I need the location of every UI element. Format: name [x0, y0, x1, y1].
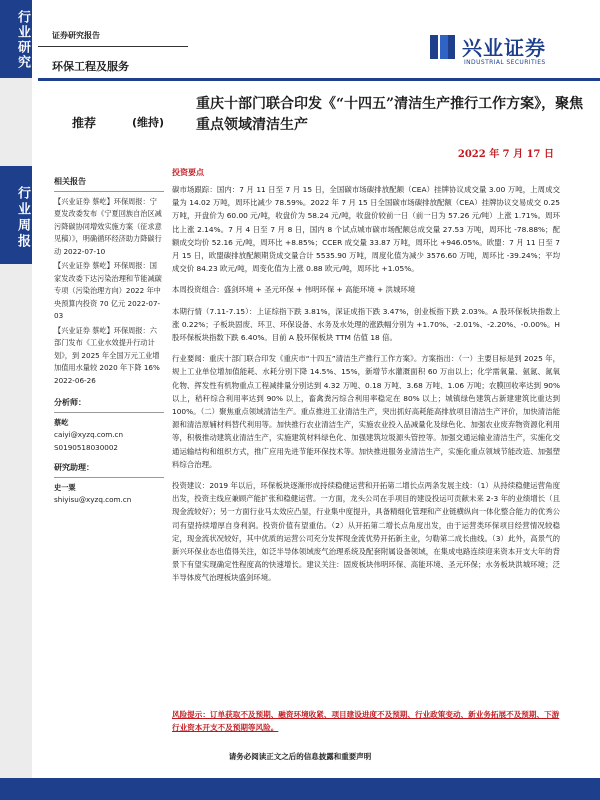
- news-paragraph: 行业要闻：重庆十部门联合印发《重庆市“十四五”清洁生产推行工作方案》。方案指出：（一）主要目标是到 2025 年，规上工业单位增加值能耗、水耗分别下降 14.5%、15%，新增节水灌溉面积 60 万亩以上；化学需氧量、氨氮、氮氧化物、挥发性有机物重点工程减排量分别达到 4.32 万吨、0.18 万吨、3.68 万吨、1.06 万吨；农膜回收率达到 90% 以上，秸秆综合利用率达到 90% 以上，畜禽粪污综合利用率稳定在 80% 以上；城镇绿色建筑占新建建筑比重达到 100%。（二）聚焦重点领域清洁生产。重点推进工业清洁生产，突出抓好高耗能高排放项目清洁生产评价，加快清洁能源和清洁原辅材料替代利用等。加快推行农业清洁生产，实施农业投入品减量化及绿色化、加强农业废弃物资源化利用等，积极推动建筑业清洁生产，实施建筑材料绿色化、加强建筑垃圾源头管控等。加强交通运输业清洁生产，实施化交通运输结构和组织方式，推广应用先进节能环保技术等。加快推进服务业清洁生产，实施化重点领域节能改造、加强塑料综合治理。: [172, 354, 560, 469]
- analyst-heading: 分析师：: [54, 398, 86, 407]
- analyst-name: 蔡屹: [54, 417, 69, 427]
- sidebar-category: 行业研究: [0, 0, 32, 78]
- header-divider: [38, 78, 600, 81]
- industry-name: 环保工程及服务: [52, 60, 129, 73]
- logo-text-en: INDUSTRIAL SECURITIES: [464, 59, 546, 66]
- suggestion-paragraph: 投资建议：2019 年以后，环保板块逐渐形成持续稳健运营和开拓第二增长点两条发展主线：（1）从持续稳健运营角度出发，投资主线应兼顾产能扩张和稳健运营。一方面，龙头公司在手项目的建设投运可贡献未来 2-3 年的业绩增长（且现金流较好）；另一方面行业马太效应凸显，行业集中度提升，具备精细化管理和产业链横纵向一体化整合能力的优秀公司有望持续增厚自身利润。投资价值有望重估。（2）从开拓第二增长点角度出发，由于运营类环保项目经营情况较稳定，现金流状况较好，其中优质的运营公司充分发挥现金流优势开拓新主业，匀勒第二成长曲线。（3）此外，高景气的新兴环保业态也值得关注，如泛半导体领域废气治理系统及配套附属设备领域，在集成电路连续迎来资本开支大年的背景下有望实现确定性程度高的快速增长。建议关注：固废板块伟明环保、高能环境、圣元环保；水务板块洪城环境；泛半导体废气治理板块盛剑环境。: [172, 481, 561, 583]
- report-title: 重庆十部门联合印发《“十四五”清洁生产推行工作方案》，聚焦重点领域清洁生产: [196, 96, 584, 133]
- carbon-market-paragraph: 碳市场跟踪：国内：7 月 11 日至 7 月 15 日，全国碳市场碳排放配额（CEA）挂牌协议成交量 3.00 万吨，上周成交量为 14.02 万吨，周环比减少 78.59%。2022 年 7 月 15 日全国碳市场碳排放配额（CEA）挂牌协议交易成交 0.25 万吨，开盘价为 60.00 元/吨，收盘价为 58.24 元/吨，收盘价较前一日（前一日为 57.26 元/吨）上涨 1.71%。周环比上涨 2.14%。7 月 4 日至 7 月 8 日，国内 8 个试点城市碳市场配额总成交量 27.53 万吨，周环比 -78.88%；配额成交均价 52.16 元/吨，周环比 +8.85%；CCER 成交量 33.87 万吨，周环比 +946.05%。欧盟：7 月 11 日至 7 月 15 日，欧盟碳排放配额期货成交量合计 5535.90 万吨，周度化值为减少 3576.60 万吨，周环比 -39.24%；平均成交价 84.23 欧元/吨，周变化值为上涨 0.88 欧元/吨，周环比 +1.05%。: [172, 185, 560, 274]
- side-strip: [0, 0, 32, 800]
- brand-logo: [428, 30, 598, 70]
- left-column: [54, 176, 164, 507]
- sidebar-report-type: 行业周报: [0, 166, 32, 264]
- summary-heading: 投资要点: [172, 168, 204, 177]
- main-content: [172, 166, 560, 593]
- related-report-item[interactable]: 【兴业证券 蔡屹】环保周报：宁夏发改委发布《宁夏回族自治区减污降碳协同增效实施方案（征求意见稿）》，明确循环经济助力降碳行动 2022-07-10: [54, 196, 162, 256]
- report-date: 2022 年 7 月 17 日: [457, 149, 554, 160]
- portfolio-paragraph: 本周投资组合：盛剑环境 + 圣元环保 + 伟明环保 + 高能环境 + 洪城环境: [172, 285, 416, 295]
- risk-warning: 风险提示：订单获取不及预期、融资环境收紧、项目建设进度不及预期、行业政策变动、新业务拓展不及预期、下游行业资本开支不及预期等风险。: [172, 710, 560, 733]
- footer-bar: [0, 778, 600, 800]
- assistant-email[interactable]: shiyisu@xyzq.com.cn: [54, 495, 132, 504]
- related-report-item[interactable]: 【兴业证券 蔡屹】环保周报：六部门发布《工业水效提升行动计划》，到 2025 年全国万元工业增加值用水量较 2020 年下降 16% 2022-06-26: [54, 325, 160, 385]
- rating-status: (维持): [132, 116, 165, 129]
- analyst-email[interactable]: caiyi@xyzq.com.cn: [54, 430, 124, 439]
- related-reports-heading: 相关报告: [54, 177, 86, 186]
- assistant-name: 史一粟: [54, 482, 76, 492]
- assistant-heading: 研究助理：: [54, 463, 94, 472]
- rating-label: 推荐: [72, 116, 97, 130]
- related-report-item[interactable]: 【兴业证券 蔡屹】环保周报：国家发改委下达污染治理和节能减碳专项（污染治理方向）2022 年中央预算内投资 70 亿元 2022-07-03: [54, 261, 162, 320]
- section-divider: [54, 191, 164, 192]
- section-divider: [54, 412, 164, 413]
- market-paragraph: 本期行情（7.11-7.15）：上证综指下跌 3.81%，深证成指下跌 3.47%，创业板指下跌 2.03%。A 股环保板块指数上涨 0.22%；子板块固废、环卫、环保设备、水务及水处理的涨跌幅分别为 +1.70%、-2.01%、-2.20%、-0.00%。H 股环保板块指数下跌 6.40%。目前 A 股环保板块 TTM 估值 18 倍。: [172, 306, 560, 343]
- report-series: 证券研究报告: [52, 31, 100, 40]
- header-divider-thin: [38, 46, 188, 47]
- section-divider: [54, 477, 164, 478]
- logo-text: 兴业证券: [462, 36, 546, 60]
- logo-mark-icon: [428, 32, 456, 62]
- analyst-cert: S0190518030002: [54, 442, 119, 452]
- footer-disclaimer: 请务必阅读正文之后的信息披露和重要声明: [228, 752, 372, 761]
